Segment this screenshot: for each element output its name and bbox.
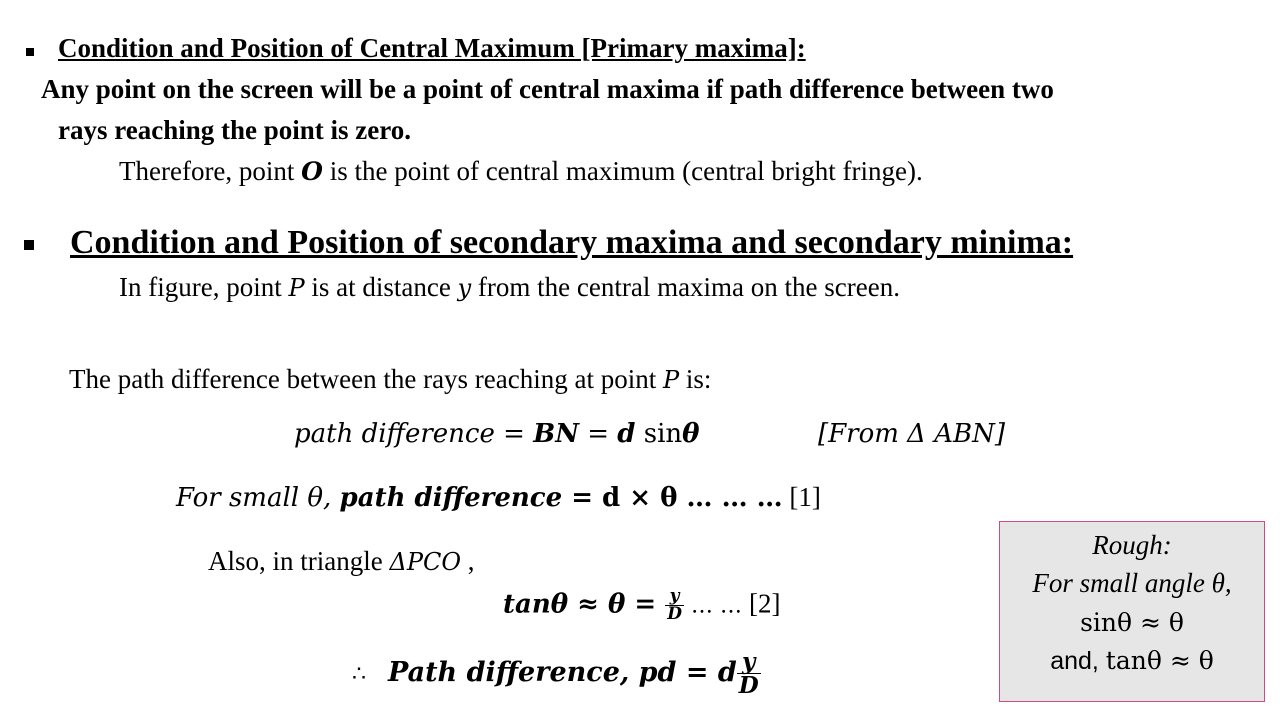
therefore-post: is the point of central maximum (central bright fringe). — [322, 156, 923, 186]
eq2-lhs: path difference — [339, 483, 563, 513]
rough-line3-pre: and, — [1050, 647, 1106, 675]
eq5-num: y — [737, 650, 761, 674]
section1-heading: Condition and Position of Central Maximum [Primary maxima]: — [58, 33, 806, 63]
eq4-tag: [2] — [748, 588, 781, 619]
var-p: P — [663, 366, 680, 394]
square-bullet-icon — [26, 48, 34, 56]
eq2-pre: For small θ, — [176, 483, 340, 513]
fig-mid: is at distance — [304, 272, 458, 302]
eq3-post: , — [461, 546, 475, 576]
var-p: P — [288, 274, 305, 302]
path-intro — [69, 364, 711, 395]
eq5-den: D — [738, 672, 759, 699]
var-y: y — [457, 274, 472, 302]
equation-path-difference — [294, 419, 700, 449]
section2-bullet — [24, 236, 34, 254]
eq4-num: y — [665, 588, 684, 606]
eq3-pre: Also, in triangle — [208, 546, 390, 576]
equation-final — [352, 650, 761, 697]
eq1-bn: BN — [533, 419, 579, 449]
rough-line1: For small angle θ, — [1032, 568, 1232, 598]
eq1-theta: θ — [682, 419, 700, 449]
eq1-equals2: = — [578, 419, 618, 449]
rough-line2: sinθ ≈ θ — [1080, 608, 1184, 637]
eq2-tag: [1] — [782, 482, 821, 512]
section2-figure-text — [119, 272, 900, 303]
section2-heading: Condition and Position of secondary maxima and secondary minima: — [70, 224, 1074, 261]
fig-post: from the central maxima on the screen. — [471, 272, 900, 302]
section1-para-line1: Any point on the screen will be a point of central maxima if path difference between two — [41, 74, 1054, 104]
eq5-lhs: Path difference, pd = d — [388, 657, 737, 688]
eq2-rhs: = d × θ … … … — [562, 483, 783, 513]
section1-bullet — [26, 43, 34, 61]
eq1-sin: sin — [635, 419, 683, 449]
eq4-den: D — [667, 604, 682, 624]
therefore-symbol: ∴ — [352, 662, 366, 687]
equation-reference: [From Δ ABN] — [818, 419, 1006, 449]
eq1-d: d — [617, 419, 636, 449]
equation-tan — [503, 588, 780, 623]
eq3-triangle: ΔPCO — [389, 548, 462, 576]
fig-pre: In figure, point — [119, 272, 289, 302]
rough-line3 — [1000, 646, 1264, 676]
path-intro-post: is: — [679, 364, 712, 394]
section1-para-line2: rays reaching the point is zero. — [58, 115, 411, 145]
rough-line3-math: tanθ ≈ θ — [1105, 646, 1214, 675]
eq1-equals: = — [494, 419, 534, 449]
eq4-fraction — [665, 588, 684, 623]
var-o: O — [301, 157, 323, 186]
square-bullet-icon — [24, 240, 34, 250]
section1-therefore — [119, 156, 923, 187]
eq5-fraction — [737, 650, 761, 697]
therefore-pre: Therefore, point — [119, 156, 302, 186]
triangle-text — [208, 546, 475, 577]
eq1-lhs: path difference — [294, 419, 495, 449]
rough-note-box — [999, 521, 1265, 702]
eq4-dots: … … — [683, 593, 749, 619]
path-intro-pre: The path difference between the rays reaching at point — [69, 364, 663, 394]
equation-small-angle — [176, 482, 821, 513]
rough-title: Rough: — [1092, 530, 1172, 560]
eq4-lhs: tanθ ≈ θ = — [503, 589, 666, 620]
